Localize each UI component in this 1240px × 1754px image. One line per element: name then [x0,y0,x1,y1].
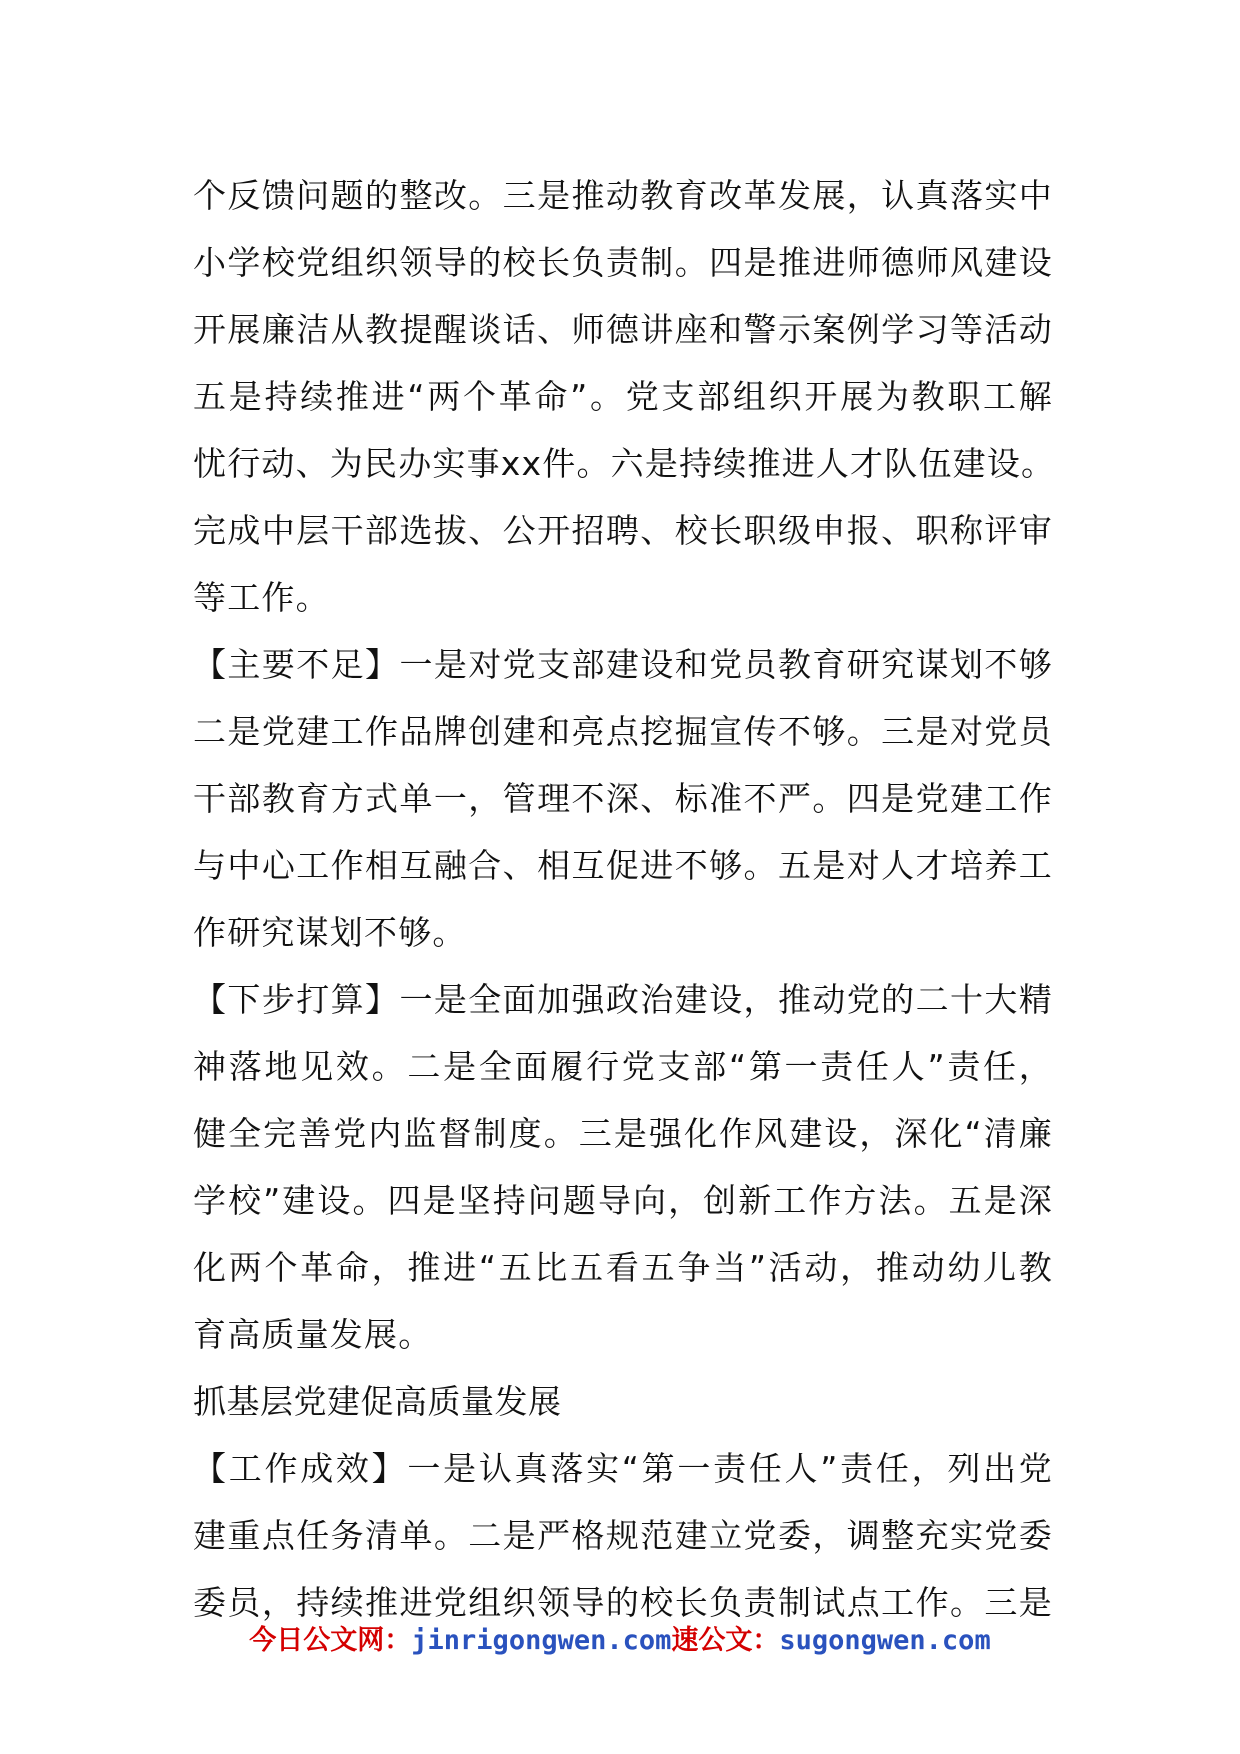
text-line: 忧行动、为民办实事xx件。六是持续推进人才队伍建设。 [193,444,1056,483]
text-line: 与中心工作相互融合、相互促进不够。五是对人才培养工 [193,846,1053,885]
text-line: 二是党建工作品牌创建和亮点挖掘宣传不够。三是对党员 [193,712,1053,751]
footer-link-2[interactable]: sugongwen.com [779,1625,991,1656]
footer-label-2: 速公文： [671,1625,780,1656]
text-line: 作研究谋划不够。 [193,913,467,952]
text-line: 完成中层干部选拔、公开招聘、校长职级申报、职称评审 [193,511,1053,550]
section-heading: 抓基层党建促高质量发展 [193,1382,562,1421]
text-line: 个反馈问题的整改。三是推动教育改革发展，认真落实中 [193,176,1053,215]
text-line: 小学校党组织领导的校长负责制。四是推进师德师风建设 [193,243,1053,282]
footer-watermark [0,1618,1240,1657]
text-line: 建重点任务清单。二是严格规范建立党委，调整充实党委 [193,1516,1053,1555]
text-line: 【工作成效】一是认真落实“第一责任人”责任，列出党 [193,1449,1053,1488]
text-line: 神落地见效。二是全面履行党支部“第一责任人”责任， [193,1047,1053,1086]
text-line: 【下步打算】一是全面加强政治建设，推动党的二十大精 [193,980,1053,1019]
document-body [193,162,1056,1636]
text-line: 健全完善党内监督制度。三是强化作风建设，深化“清廉 [193,1114,1053,1153]
footer-label-1: 今日公文网： [249,1625,412,1656]
text-line: 育高质量发展。 [193,1315,433,1354]
footer-link-1[interactable]: jinrigongwen.com [411,1625,672,1656]
text-line: 化两个革命，推进“五比五看五争当”活动，推动幼儿教 [193,1248,1053,1287]
text-line: 学校”建设。四是坚持问题导向，创新工作方法。五是深 [193,1181,1053,1220]
text-line: 【主要不足】一是对党支部建设和党员教育研究谋划不够 [193,645,1053,684]
text-line: 开展廉洁从教提醒谈话、师德讲座和警示案例学习等活动 [193,310,1053,349]
text-line: 干部教育方式单一，管理不深、标准不严。四是党建工作 [193,779,1053,818]
text-line: 等工作。 [193,578,330,617]
text-line: 五是持续推进“两个革命”。党支部组织开展为教职工解 [193,377,1053,416]
text-line: 委员，持续推进党组织领导的校长负责制试点工作。三是 [193,1583,1053,1622]
